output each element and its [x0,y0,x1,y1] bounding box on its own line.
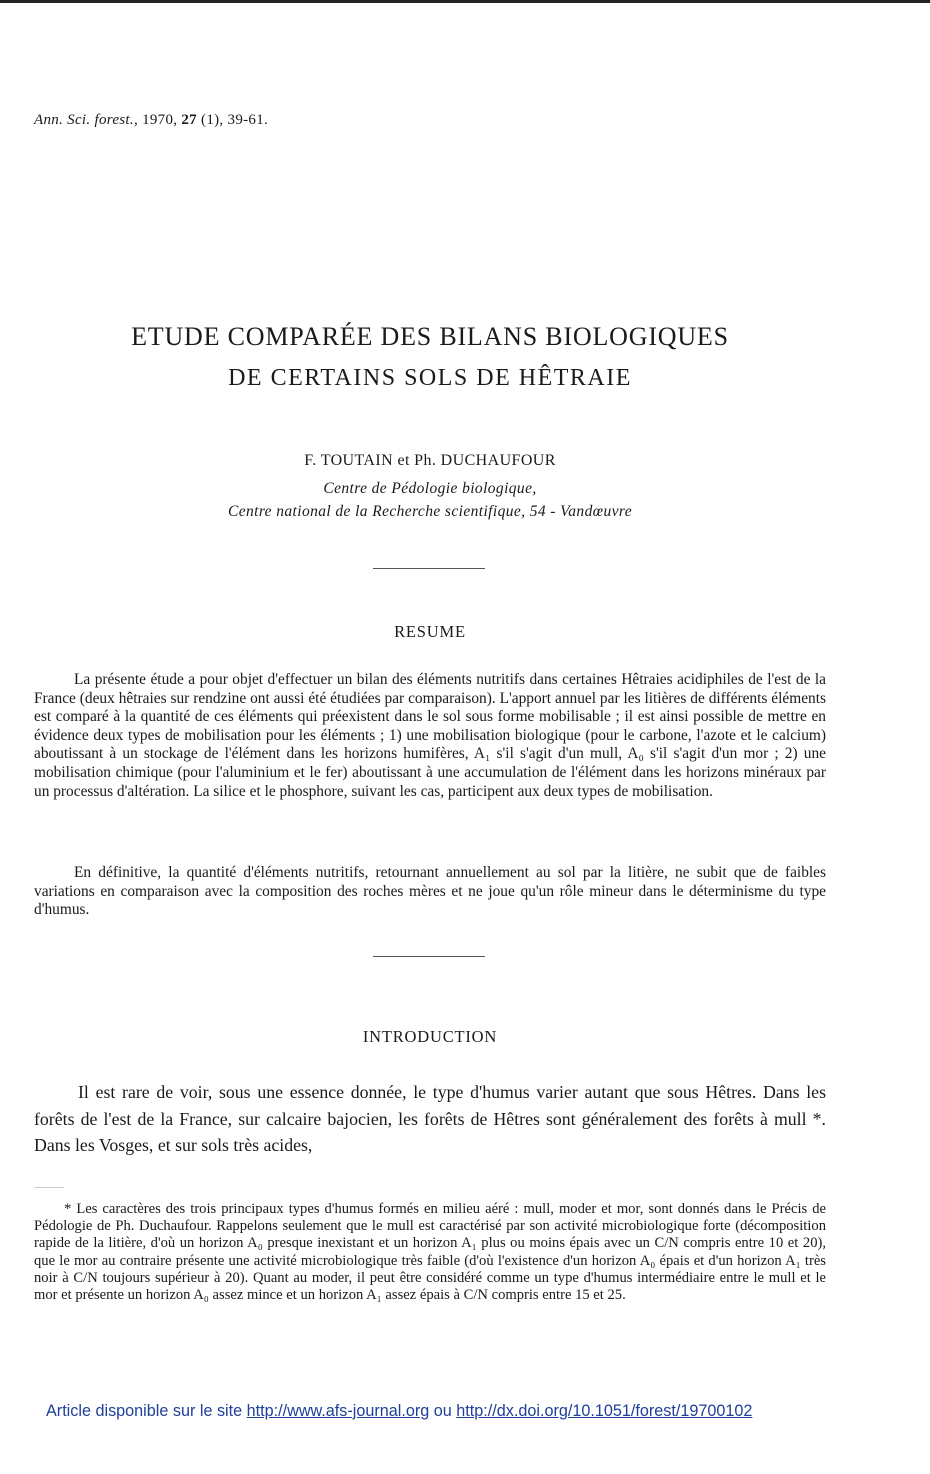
footnote-separator [34,1187,64,1188]
journal-citation [34,112,268,129]
journal-name: Ann. Sci. forest., [34,112,138,128]
journal-issue-pages: (1), 39-61. [201,112,269,128]
introduction-heading: INTRODUCTION [362,1027,498,1046]
footnote [34,1201,826,1304]
introduction-paragraph-1: Il est rare de voir, sous une essence donnée, le type d'humus varier autant que sous Hêtres. Dans les forêts de l'est de la France, sur calcaire bajocien, les forêts de Hêtres sont généralement des forêts à mull *. Dans les Vosges, et sur sols très acides, [34,1082,826,1155]
affiliation-line-2: Centre national de la Recherche scientifique, 54 - Vandœuvre [227,503,633,520]
article-title-line-1: ETUDE COMPARÉE DES BILANS BIOLOGIQUES [131,322,729,351]
authors: F. TOUTAIN et Ph. DUCHAUFOUR [304,452,556,469]
footnote-text: * Les caractères des trois principaux types d'humus formés en milieu aéré : mull, moder et mor, sont donnés dans le Précis de Pédologie de Ph. Duchaufour. Rappelons seulement que le mull est caractérisé par son activité microbiologique forte (décomposition rapide de la litière, d'où un horizon A₀ presque inexistant et un horizon A₁ plus ou moins épais avec un C/N compris entre 10 et 20), que le mor au contraire présente une activité microbiologique très faible (d'où l'existence d'un horizon A₀ épais et d'un horizon A₁ très noir à C/N toujours supérieur à 20). Quant au moder, il peut être considéré comme un type d'humus intermédiaire entre le mull et le mor et présente un horizon A₀ assez mince et un horizon A₁ assez épais à C/N compris entre 15 et 25. [34,1201,826,1304]
journal-site-link[interactable]: http://www.afs-journal.org [246,1402,430,1420]
separator-rule-top [373,568,485,569]
availability-notice [46,1402,752,1421]
doi-link[interactable]: http://dx.doi.org/10.1051/forest/19700102 [456,1402,753,1420]
journal-volume: 27 [181,112,197,128]
resume-paragraph-2 [34,864,826,920]
resume-paragraph-2-text: En définitive, la quantité d'éléments nutritifs, retournant annuellement au sol par la litière, ne subit que de faibles variations en comparaison avec la composition des roches mères et ne joue qu'un rôle mineur dans le déterminisme du type d'humus. [34,864,826,919]
top-rule [0,0,930,3]
article-title-line-2: DE CERTAINS SOLS DE HÊTRAIE [228,365,632,391]
resume-heading: RESUME [394,622,466,641]
availability-prefix: Article disponible sur le site [46,1402,247,1420]
separator-rule-bottom [373,956,485,957]
affiliation-line-1: Centre de Pédologie biologique, [323,480,537,497]
introduction-body [34,1079,826,1159]
journal-year: 1970, [142,112,178,128]
availability-middle: ou [429,1402,457,1420]
resume-paragraph-1-text: La présente étude a pour objet d'effectuer un bilan des éléments nutritifs dans certaines Hêtraies acidiphiles de l'est de la France (deux hêtraies sur rendzine ont aussi été étudiées par comparaison). L'apport annuel par les litières de différents éléments est comparé à la quantité de ces éléments qui préexistent dans le sol sous forme mobilisable ; il est ainsi possible de mettre en évidence deux types de mobilisation pour les éléments ; 1) une mobilisation biologique (pour le carbone, l'azote et le calcium) aboutissant à un stockage de l'élément dans les horizons humifères, A₁ s'il s'agit d'un mull, A₀ s'il s'agit d'un mor ; 2) une mobilisation chimique (pour l'aluminium et le fer) aboutissant à une accumulation de l'élément dans les horizons minéraux par un processus d'altération. La silice et le phosphore, suivant les cas, participent aux deux types de mobilisation. [34,671,826,800]
resume-paragraph-1 [34,671,826,801]
